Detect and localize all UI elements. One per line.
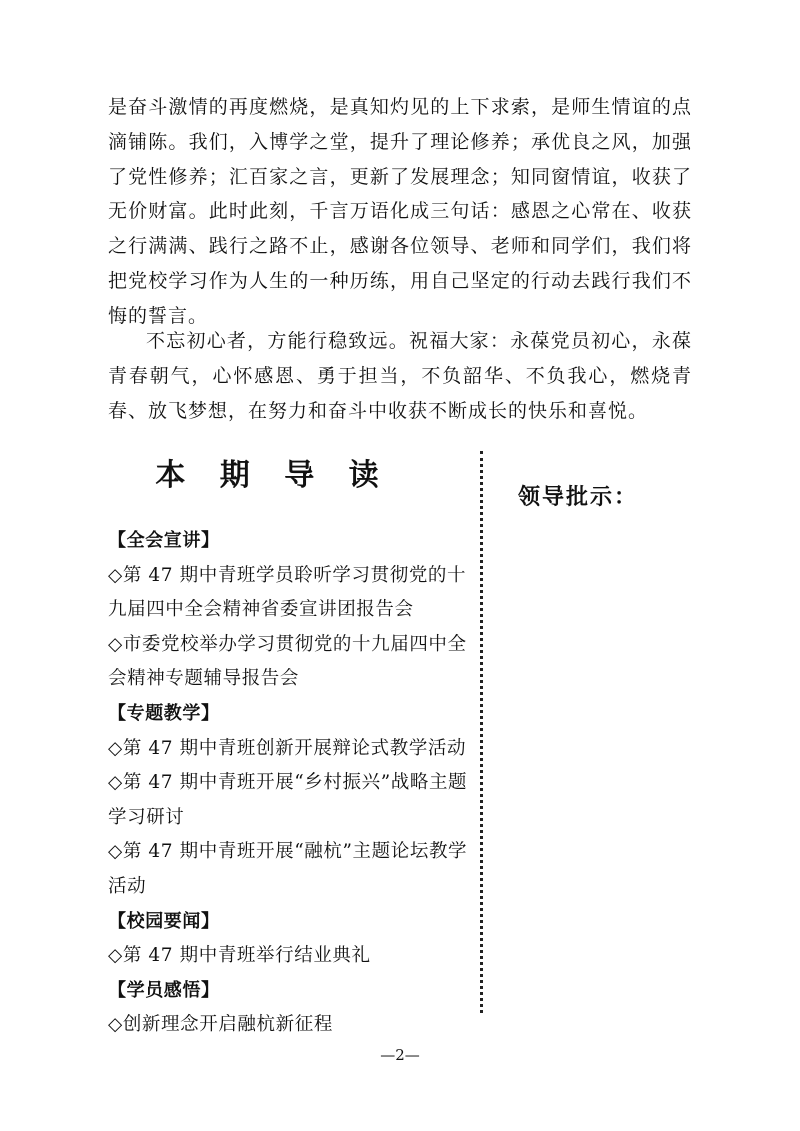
- toc-section: 【校园要闻】: [108, 910, 220, 932]
- toc-title: 本 期 导 读: [155, 458, 391, 493]
- toc-section: 【学员感悟】: [108, 979, 220, 1001]
- page-number: —2—: [380, 1046, 420, 1064]
- toc-section: 【全会宣讲】: [108, 530, 220, 551]
- toc-item: ◇第 47 期中青班举行结业典礼: [108, 945, 371, 967]
- toc-item: ◇第 47 期中青班学员聆听学习贯彻党的十九届四中全会精神省委宣讲团报告会: [108, 564, 467, 621]
- toc-item: ◇第 47 期中青班开展“融杭”主题论坛教学活动: [108, 841, 468, 897]
- toc-section: 【专题教学】: [108, 702, 220, 724]
- toc-list: [108, 524, 468, 1043]
- toc-item: ◇市委党校举办学习贯彻党的十九届四中全会精神专题辅导报告会: [108, 633, 467, 690]
- dotted-divider: [480, 451, 483, 1013]
- body-paragraph-1: 是奋斗激情的再度燃烧，是真知灼见的上下求索，是师生情谊的点滴铺陈。我们，入博学之堂，提升了理论修养；承优良之风，加强了党性修养；汇百家之言，更新了发展理念；知同窗情谊，收获了无价财富。此时此刻，千言万语化成三句话：感恩之心常在、收获之行满满、践行之路不止，感谢各位领导、老师和同学们，我们将把党校学习作为人生的一种历练，用自己坚定的行动去践行我们不悔的誓言。: [108, 96, 692, 327]
- toc-item: ◇第 47 期中青班开展“乡村振兴”战略主题学习研讨: [108, 772, 468, 828]
- toc-item: ◇创新理念开启融杭新征程: [108, 1014, 333, 1036]
- leader-instructions-title: 领导批示：: [518, 485, 639, 510]
- body-paragraph-2: 不忘初心者，方能行稳致远。祝福大家：永葆党员初心，永葆青春朝气，心怀感恩、勇于担当，不负韶华、不负我心，燃烧青春、放飞梦想，在努力和奋斗中收获不断成长的快乐和喜悦。: [108, 330, 692, 422]
- toc-item: ◇第 47 期中青班创新开展辩论式教学活动: [108, 737, 467, 759]
